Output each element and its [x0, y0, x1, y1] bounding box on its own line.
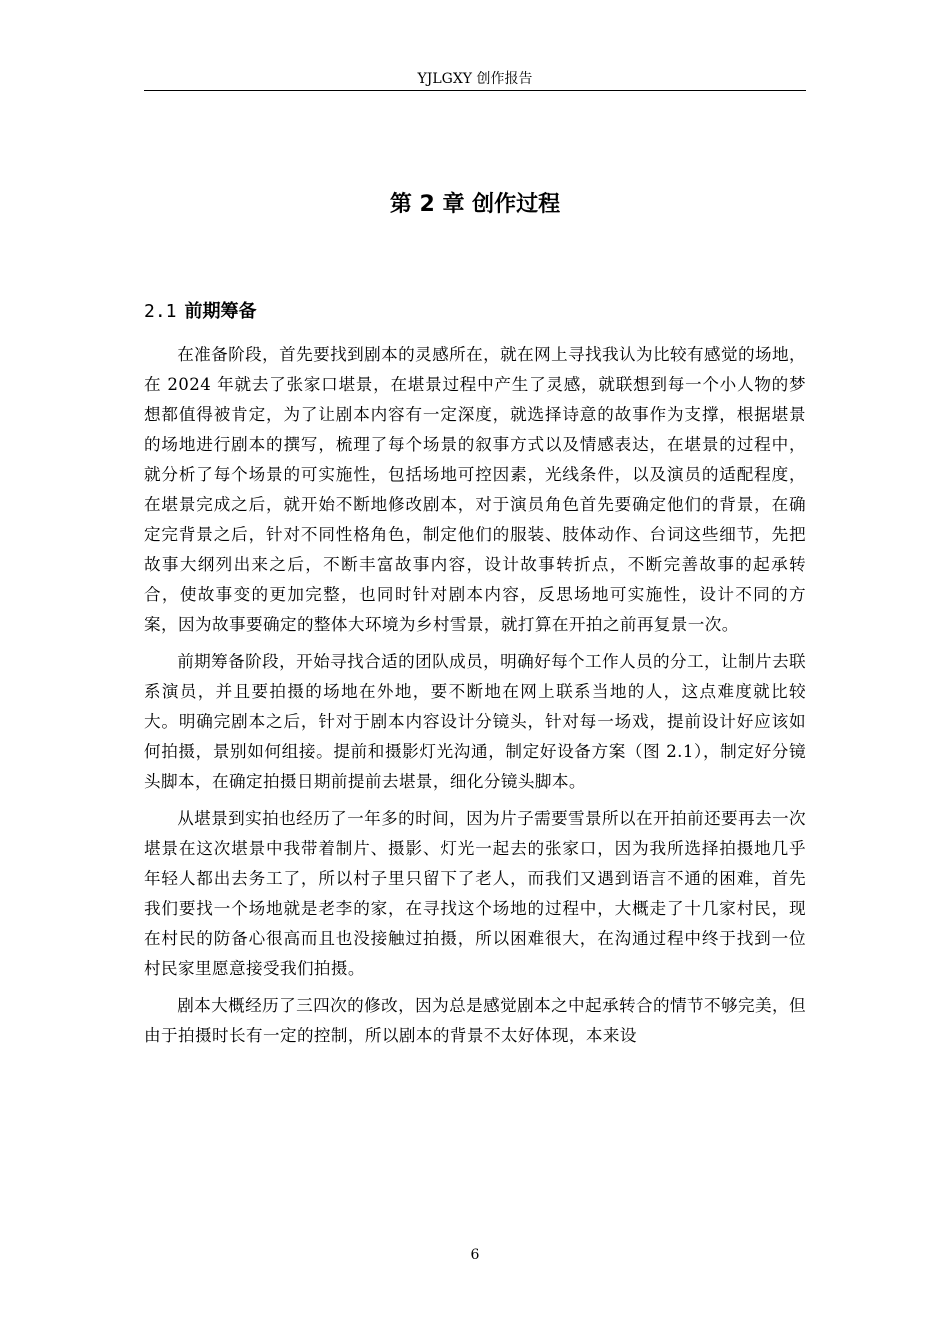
paragraph-4: 剧本大概经历了三四次的修改，因为总是感觉剧本之中起承转合的情节不够完美，但由于拍摄时长有一定的控制，所以剧本的背景不太好体现，本来设	[144, 996, 806, 1045]
chapter-title: 第 2 章 创作过程	[389, 192, 561, 217]
paragraph-1: 在准备阶段，首先要找到剧本的灵感所在，就在网上寻找我认为比较有感觉的场地，在 2024 年就去了张家口堪景，在堪景过程中产生了灵感，就联想到每一个小人物的梦想都值得被肯定，为了让剧本内容有一定深度，就选择诗意的故事作为支撑，根据堪景的场地进行剧本的撰写，梳理了每个场景的叙事方式以及情感表达，在堪景的过程中，就分析了每个场景的可实施性，包括场地可控因素，光线条件，以及演员的适配程度，在堪景完成之后，就开始不断地修改剧本，对于演员角色首先要确定他们的背景，在确定完背景之后，针对不同性格角色，制定他们的服装、肢体动作、台词这些细节，先把故事大纲列出来之后，不断丰富故事内容，设计故事转折点，不断完善故事的起承转合，使故事变的更加完整，也同时针对剧本内容，反思场地可实施性，设计不同的方案，因为故事要确定的整体大环境为乡村雪景，就打算在开拍之前再复景一次。	[144, 345, 806, 634]
paragraph-3: 从堪景到实拍也经历了一年多的时间，因为片子需要雪景所以在开拍前还要再去一次堪景在这次堪景中我带着制片、摄影、灯光一起去的张家口，因为我所选择拍摄地几乎年轻人都出去务工了，所以村子里只留下了老人，而我们又遇到语言不通的困难，首先我们要找一个场地就是老李的家，在寻找这个场地的过程中，大概走了十几家村民，现在村民的防备心很高而且也没接触过拍摄，所以困难很大，在沟通过程中终于找到一位村民家里愿意接受我们拍摄。	[144, 809, 806, 978]
section-heading	[144, 299, 806, 325]
section-number: 2.1	[144, 301, 177, 322]
header-divider	[144, 90, 806, 91]
running-header: YJLGXY 创作报告	[417, 71, 533, 87]
paragraph-2: 前期筹备阶段，开始寻找合适的团队成员，明确好每个工作人员的分工，让制片去联系演员，并且要拍摄的场地在外地，要不断地在网上联系当地的人，这点难度就比较大。明确完剧本之后，针对于剧本内容设计分镜头，针对每一场戏，提前设计好应该如何拍摄，景别如何组接。提前和摄影灯光沟通，制定好设备方案（图 2.1），制定好分镜头脚本，在确定拍摄日期前提前去堪景，细化分镜头脚本。	[144, 652, 806, 791]
section-title: 前期筹备	[184, 301, 257, 322]
page-number: 6	[470, 1247, 480, 1263]
body-text	[144, 340, 806, 1058]
